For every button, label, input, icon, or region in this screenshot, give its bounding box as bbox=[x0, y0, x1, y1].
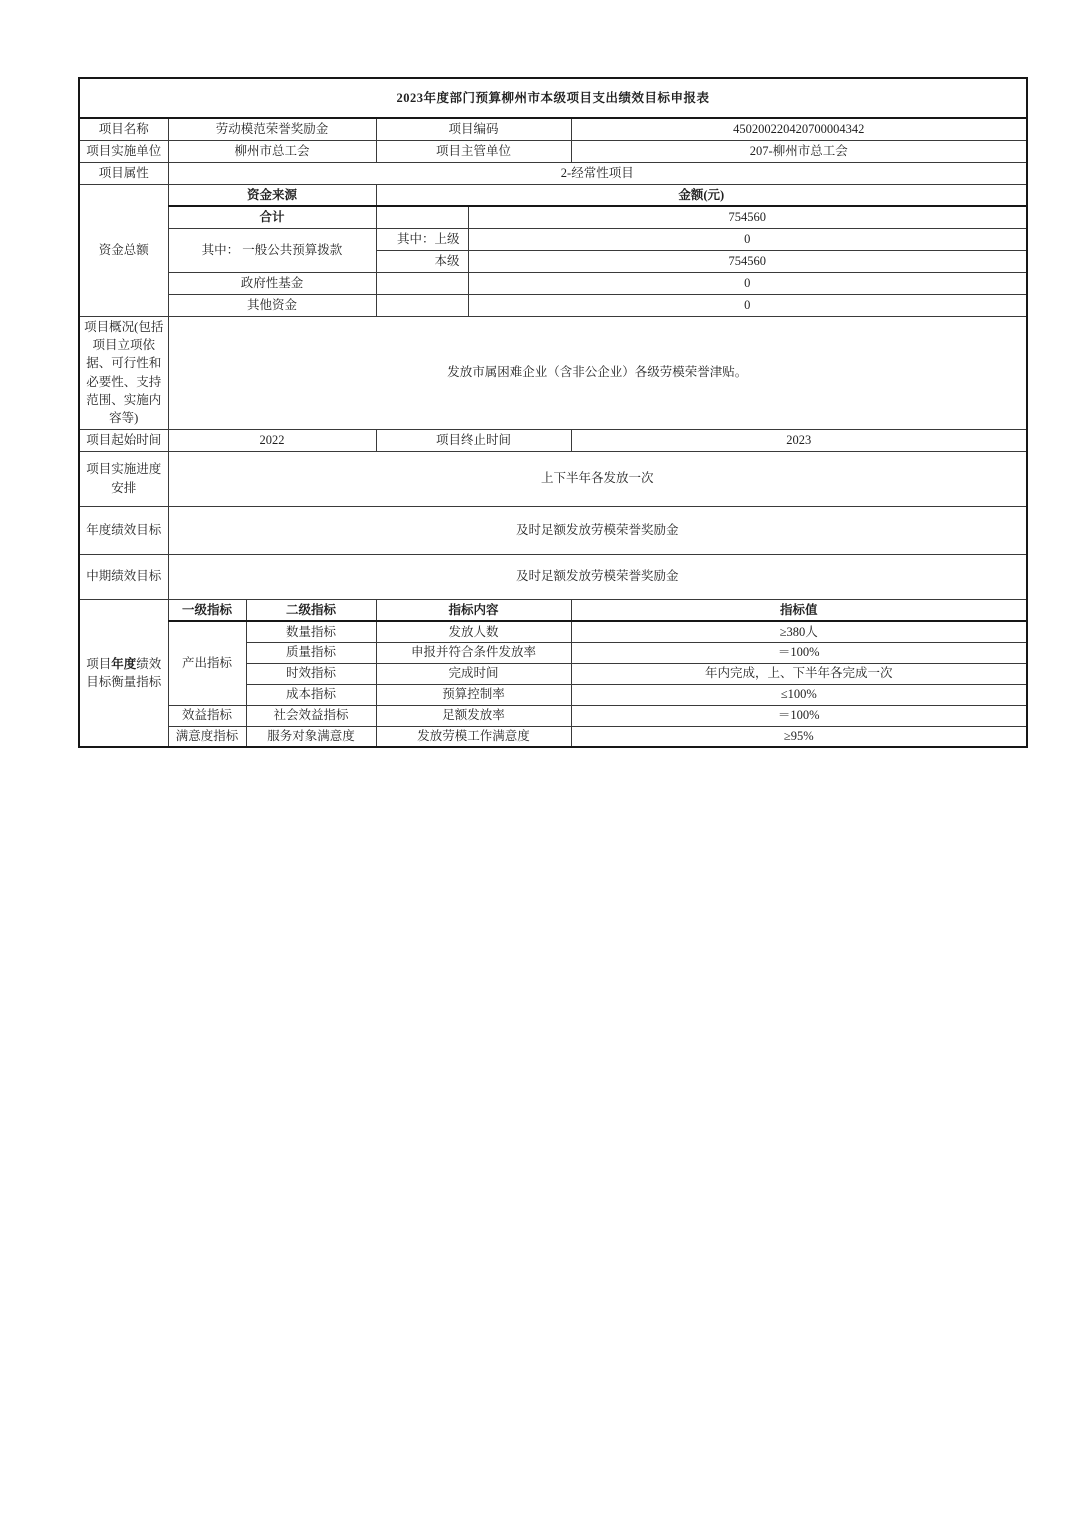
indicators-header-row bbox=[79, 599, 1027, 621]
supervise-unit-label: 项目主管单位 bbox=[376, 140, 571, 162]
mid-goal-row bbox=[79, 554, 1027, 599]
project-name-row bbox=[79, 118, 1027, 140]
indicator-row bbox=[79, 726, 1027, 747]
title-row bbox=[79, 78, 1027, 118]
project-code-label: 项目编码 bbox=[376, 118, 571, 140]
mid-goal-label: 中期绩效目标 bbox=[79, 554, 168, 599]
funds-govfund-amount: 0 bbox=[468, 272, 1027, 294]
funds-other-subcell-empty bbox=[376, 294, 468, 316]
funds-source-header: 资金来源 bbox=[168, 184, 376, 206]
declaration-table bbox=[78, 77, 1028, 748]
indicator-level1-benefit: 效益指标 bbox=[168, 705, 246, 726]
annual-goal-label: 年度绩效目标 bbox=[79, 506, 168, 554]
header-level2: 二级指标 bbox=[246, 599, 376, 621]
implement-unit-label: 项目实施单位 bbox=[79, 140, 168, 162]
indicator-value: ≥95% bbox=[571, 726, 1027, 747]
implement-unit-row bbox=[79, 140, 1027, 162]
funds-total-row bbox=[79, 206, 1027, 228]
indicator-content: 发放劳模工作满意度 bbox=[376, 726, 571, 747]
declaration-form bbox=[78, 77, 1028, 748]
funds-local-label: 本级 bbox=[376, 250, 468, 272]
attribute-label: 项目属性 bbox=[79, 162, 168, 184]
form-title: 2023年度部门预算柳州市本级项目支出绩效目标申报表 bbox=[79, 78, 1027, 118]
progress-value: 上下半年各发放一次 bbox=[168, 451, 1027, 506]
funds-upper-label: 其中：上级 bbox=[376, 228, 468, 250]
project-code-value: 450200220420700004342 bbox=[571, 118, 1027, 140]
annual-goal-row bbox=[79, 506, 1027, 554]
indicators-section-label-part3: 绩效目标衡量指标 bbox=[86, 656, 162, 689]
header-content: 指标内容 bbox=[376, 599, 571, 621]
indicator-row bbox=[79, 705, 1027, 726]
funds-upper-amount: 0 bbox=[468, 228, 1027, 250]
indicator-content: 足额发放率 bbox=[376, 705, 571, 726]
indicator-level2: 社会效益指标 bbox=[246, 705, 376, 726]
indicator-level2: 数量指标 bbox=[246, 621, 376, 642]
header-value: 指标值 bbox=[571, 599, 1027, 621]
annual-goal-value: 及时足额发放劳模荣誉奖励金 bbox=[168, 506, 1027, 554]
overview-content: 发放市属困难企业（含非公企业）各级劳模荣誉津贴。 bbox=[168, 316, 1027, 429]
header-level1: 一级指标 bbox=[168, 599, 246, 621]
project-name-label: 项目名称 bbox=[79, 118, 168, 140]
funds-upper-row bbox=[79, 228, 1027, 250]
dates-row bbox=[79, 429, 1027, 451]
indicator-content: 完成时间 bbox=[376, 663, 571, 684]
funds-govfund-label: 政府性基金 bbox=[168, 272, 376, 294]
indicator-value: ＝100% bbox=[571, 705, 1027, 726]
indicator-level2: 服务对象满意度 bbox=[246, 726, 376, 747]
funds-header-row bbox=[79, 184, 1027, 206]
indicator-level1-satisfaction: 满意度指标 bbox=[168, 726, 246, 747]
indicator-level2: 时效指标 bbox=[246, 663, 376, 684]
indicators-section-label-part2: 年度 bbox=[111, 656, 137, 671]
indicator-content: 申报并符合条件发放率 bbox=[376, 642, 571, 663]
funds-section-label: 资金总额 bbox=[79, 184, 168, 316]
overview-label: 项目概况(包括项目立项依据、可行性和必要性、支持范围、实施内容等) bbox=[79, 316, 168, 429]
funds-amount-header: 金额(元) bbox=[376, 184, 1027, 206]
indicator-level2: 质量指标 bbox=[246, 642, 376, 663]
indicators-section-label-part1: 项目 bbox=[86, 656, 112, 671]
funds-other-amount: 0 bbox=[468, 294, 1027, 316]
start-date-value: 2022 bbox=[168, 429, 376, 451]
funds-local-amount: 754560 bbox=[468, 250, 1027, 272]
indicator-value: ≤100% bbox=[571, 684, 1027, 705]
supervise-unit-value: 207-柳州市总工会 bbox=[571, 140, 1027, 162]
indicator-value: ＝100% bbox=[571, 642, 1027, 663]
funds-total-amount: 754560 bbox=[468, 206, 1027, 228]
indicator-level1-output: 产出指标 bbox=[168, 621, 246, 705]
progress-row bbox=[79, 451, 1027, 506]
start-date-label: 项目起始时间 bbox=[79, 429, 168, 451]
funds-govfund-subcell-empty bbox=[376, 272, 468, 294]
implement-unit-value: 柳州市总工会 bbox=[168, 140, 376, 162]
progress-label: 项目实施进度安排 bbox=[79, 451, 168, 506]
funds-total-subcell-empty bbox=[376, 206, 468, 228]
funds-total-label: 合计 bbox=[168, 206, 376, 228]
attribute-row bbox=[79, 162, 1027, 184]
indicator-content: 发放人数 bbox=[376, 621, 571, 642]
overview-row bbox=[79, 316, 1027, 429]
end-date-value: 2023 bbox=[571, 429, 1027, 451]
indicators-section-label bbox=[79, 599, 168, 747]
project-name-value: 劳动模范荣誉奖励金 bbox=[168, 118, 376, 140]
funds-budget-label: 其中： 一般公共预算拨款 bbox=[168, 228, 376, 272]
funds-other-row bbox=[79, 294, 1027, 316]
indicator-level2: 成本指标 bbox=[246, 684, 376, 705]
attribute-value: 2-经常性项目 bbox=[168, 162, 1027, 184]
end-date-label: 项目终止时间 bbox=[376, 429, 571, 451]
funds-other-label: 其他资金 bbox=[168, 294, 376, 316]
indicator-content: 预算控制率 bbox=[376, 684, 571, 705]
mid-goal-value: 及时足额发放劳模荣誉奖励金 bbox=[168, 554, 1027, 599]
indicator-value: 年内完成，上、下半年各完成一次 bbox=[571, 663, 1027, 684]
indicator-row bbox=[79, 621, 1027, 642]
funds-govfund-row bbox=[79, 272, 1027, 294]
indicator-value: ≥380人 bbox=[571, 621, 1027, 642]
